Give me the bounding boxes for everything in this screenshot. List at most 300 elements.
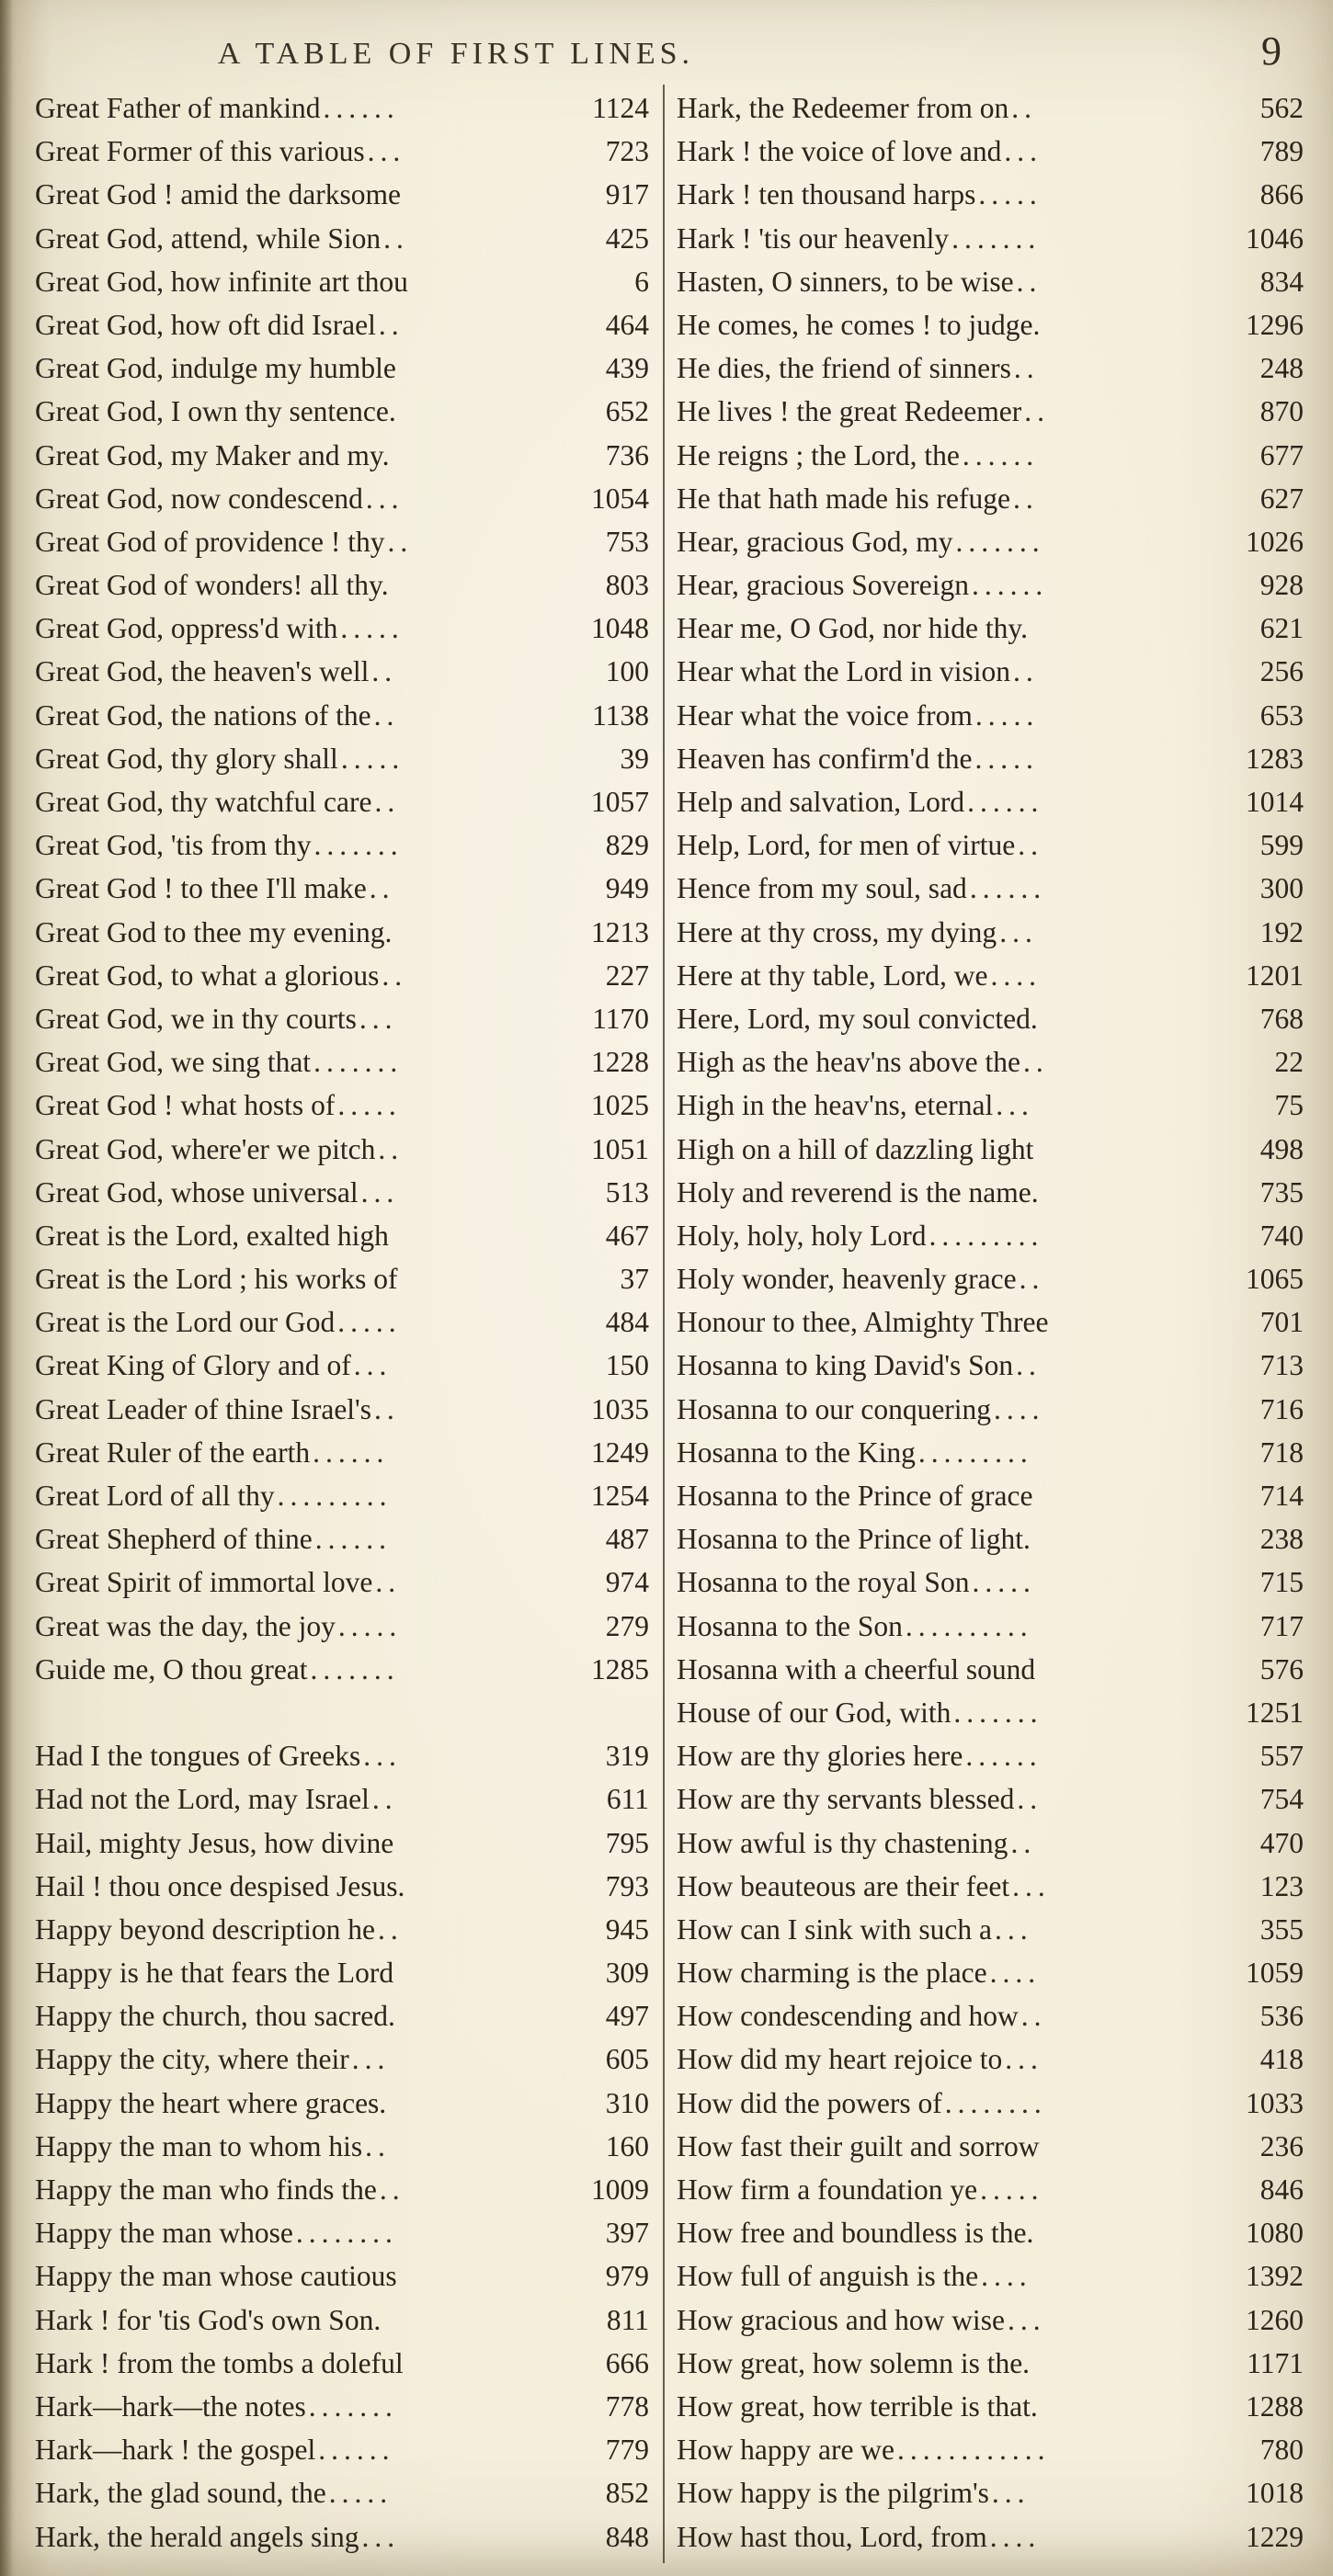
entry-first-line: Great God ! amid the darksome (35, 178, 401, 211)
entry-dot-leader: ..... (978, 178, 1042, 211)
entry-dot-leader: .. (1017, 1783, 1043, 1816)
index-entry (677, 780, 1304, 823)
column-gap (35, 1691, 649, 1734)
entry-first-line: How beauteous are their feet (677, 1869, 1010, 1902)
entry-page-number: 1138 (592, 698, 649, 732)
index-entry (677, 650, 1304, 693)
entry-first-line: How great, how solemn is the. (677, 2346, 1031, 2379)
entry-first-line: Holy wonder, heavenly grace (677, 1263, 1017, 1296)
index-entry (35, 2471, 649, 2514)
index-entry (35, 390, 649, 433)
entry-page-number: 723 (605, 135, 649, 168)
entry-dot-leader: .. (371, 655, 398, 688)
index-entry (677, 1517, 1304, 1560)
entry-first-line: Great God, thy watchful care (35, 786, 372, 818)
index-entry (677, 1431, 1304, 1474)
index-entry (35, 303, 649, 346)
entry-first-line: Here at thy table, Lord, we (677, 959, 988, 992)
entry-page-number: 470 (1259, 1826, 1304, 1859)
entry-page-number: 677 (1259, 438, 1304, 471)
entry-first-line: He dies, the friend of sinners (677, 352, 1011, 385)
index-entry (677, 694, 1304, 737)
entry-page-number: 497 (605, 2000, 649, 2033)
entry-page-number: 718 (1259, 1436, 1304, 1469)
entry-dot-leader: ..... (972, 1566, 1036, 1599)
entry-page-number: 418 (1259, 2043, 1304, 2076)
entry-dot-leader: .... (990, 959, 1042, 992)
index-entry (35, 1994, 649, 2037)
entry-first-line: Great God to thee my evening. (35, 915, 393, 948)
entry-page-number: 803 (605, 569, 649, 602)
entry-dot-leader: ..... (337, 1306, 402, 1339)
entry-first-line: Honour to thee, Almighty Three (677, 1306, 1049, 1339)
index-entry (35, 1648, 649, 1691)
entry-dot-leader: ..... (974, 698, 1040, 732)
index-entry (677, 434, 1304, 477)
entry-first-line: Great Lord of all thy (35, 1480, 275, 1512)
index-entry (677, 1084, 1304, 1127)
entry-page-number: 487 (605, 1523, 649, 1556)
entry-dot-leader: ...... (972, 569, 1049, 602)
page-gutter-shadow (0, 0, 13, 2576)
index-entry (35, 1344, 649, 1387)
index-entry (35, 173, 649, 216)
entry-first-line: Great God of providence ! thy (35, 525, 385, 558)
page-title: A TABLE OF FIRST LINES. (217, 37, 695, 71)
entry-page-number: 1059 (1246, 1957, 1304, 1990)
index-entry (677, 1865, 1304, 1908)
entry-page-number: 1051 (591, 1132, 649, 1165)
entry-first-line: Great God of wonders! all thy. (35, 569, 389, 602)
entry-page-number: 309 (605, 1957, 649, 1990)
entry-page-number: 789 (1259, 135, 1304, 168)
index-entry (35, 1431, 649, 1474)
entry-page-number: 949 (605, 872, 649, 905)
entry-dot-leader: ... (999, 915, 1038, 948)
entry-first-line: Great God, the nations of the (35, 698, 371, 732)
entry-first-line: How full of anguish is the (677, 2260, 979, 2293)
entry-dot-leader: ...... (314, 1523, 393, 1556)
entry-first-line: Great God, now condescend (35, 482, 363, 515)
entry-first-line: Hosanna to the Prince of grace (677, 1480, 1033, 1512)
entry-first-line: Hosanna with a cheerful sound (677, 1652, 1036, 1685)
entry-page-number: 666 (605, 2346, 649, 2379)
entry-page-number: 1009 (591, 2173, 649, 2206)
index-entry (677, 1344, 1304, 1387)
entry-page-number: 1054 (591, 482, 649, 515)
entry-page-number: 1296 (1246, 308, 1304, 341)
entry-first-line: He lives ! the great Redeemer (677, 395, 1022, 428)
entry-page-number: 238 (1259, 1523, 1304, 1556)
entry-first-line: Hear me, O God, nor hide thy. (677, 612, 1028, 645)
entry-first-line: He that hath made his refuge (677, 482, 1010, 515)
entry-first-line: He comes, he comes ! to judge. (677, 308, 1041, 341)
entry-page-number: 498 (1259, 1132, 1304, 1165)
entry-first-line: Hark, the glad sound, the (35, 2477, 326, 2510)
index-entry (35, 2342, 649, 2385)
index-entry (35, 1951, 649, 1994)
entry-dot-leader: ....... (955, 525, 1045, 558)
entry-dot-leader: .. (378, 1132, 404, 1165)
entry-page-number: 1170 (592, 1002, 649, 1035)
entry-page-number: 1285 (591, 1652, 649, 1685)
index-entry (677, 1474, 1304, 1517)
entry-first-line: Great Former of this various (35, 135, 365, 168)
entry-dot-leader: ... (351, 2043, 391, 2076)
entry-dot-leader: ........ (944, 2086, 1047, 2119)
index-entry (677, 2254, 1304, 2298)
index-entry (677, 1821, 1304, 1865)
entry-first-line: Heaven has confirm'd the (677, 742, 973, 775)
entry-first-line: Had I the tongues of Greeks (35, 1740, 361, 1773)
index-entry (35, 1388, 649, 1431)
index-entry (35, 1908, 649, 1951)
index-entry (677, 2428, 1304, 2471)
entry-dot-leader: ... (991, 2477, 1031, 2510)
entry-first-line: Great God ! what hosts of (35, 1089, 336, 1122)
entry-first-line: How can I sink with such a (677, 1912, 992, 1946)
index-entry (677, 2211, 1304, 2254)
entry-page-number: 1251 (1246, 1696, 1304, 1729)
index-entry (677, 1605, 1304, 1648)
entry-first-line: Help and salvation, Lord (677, 786, 965, 818)
entry-dot-leader: .. (379, 2173, 405, 2206)
entry-page-number: 6 (634, 265, 649, 298)
entry-dot-leader: ......... (277, 1480, 393, 1512)
index-entry (35, 1084, 649, 1127)
index-entry (677, 477, 1304, 520)
entry-first-line: Hear, gracious God, my (677, 525, 953, 558)
entry-page-number: 735 (1259, 1175, 1304, 1209)
index-entry (677, 867, 1304, 910)
entry-first-line: Great is the Lord our God (35, 1306, 336, 1339)
index-entry (35, 1300, 649, 1344)
entry-dot-leader: ...... (313, 1436, 390, 1469)
index-entry (677, 260, 1304, 303)
entry-page-number: 713 (1259, 1349, 1304, 1382)
entry-first-line: Great God, thy glory shall (35, 742, 338, 775)
entry-dot-leader: ....... (308, 2389, 398, 2423)
entry-page-number: 736 (605, 438, 649, 471)
entry-first-line: Great God, whose universal (35, 1175, 359, 1209)
entry-page-number: 1228 (591, 1046, 649, 1079)
entry-dot-leader: ............ (897, 2434, 1051, 2467)
entry-first-line: Hark, the Redeemer from on (677, 92, 1009, 124)
index-entry (677, 1128, 1304, 1171)
entry-first-line: How gracious and how wise (677, 2303, 1005, 2336)
entry-dot-leader: .. (365, 2129, 391, 2162)
entry-page-number: 778 (605, 2389, 649, 2423)
entry-dot-leader: ... (367, 135, 406, 168)
entry-page-number: 1229 (1246, 2520, 1304, 2553)
entry-page-number: 852 (605, 2477, 649, 2510)
entry-page-number: 599 (1259, 829, 1304, 862)
entry-dot-leader: .. (1020, 2000, 1047, 2033)
entry-dot-leader: .... (994, 1392, 1045, 1425)
entry-first-line: Happy the man to whom his (35, 2129, 363, 2162)
index-entry (35, 434, 649, 477)
entry-page-number: 439 (605, 352, 649, 385)
entry-dot-leader: ..... (337, 1609, 403, 1642)
entry-dot-leader: ..... (340, 612, 404, 645)
entry-first-line: Hence from my soul, sad (677, 872, 967, 905)
index-entry (35, 2428, 649, 2471)
index-entry (35, 1734, 649, 1777)
entry-page-number: 848 (605, 2520, 649, 2553)
entry-page-number: 846 (1259, 2173, 1304, 2206)
entry-page-number: 917 (605, 178, 649, 211)
index-entry (35, 2037, 649, 2081)
index-entry (35, 997, 649, 1040)
entry-dot-leader: .. (373, 698, 400, 732)
index-entry (677, 130, 1304, 173)
entry-page-number: 310 (605, 2086, 649, 2119)
entry-first-line: Great God, my Maker and my. (35, 438, 390, 471)
entry-page-number: 1260 (1246, 2303, 1304, 2336)
entry-dot-leader: .. (378, 308, 404, 341)
entry-dot-leader: .. (1024, 395, 1050, 428)
index-entry (35, 86, 649, 130)
index-entry (677, 2342, 1304, 2385)
entry-first-line: Great God ! to thee I'll make (35, 872, 367, 905)
entry-dot-leader: ... (360, 1175, 400, 1209)
index-entry (677, 1171, 1304, 1214)
index-entry (35, 1214, 649, 1257)
entry-dot-leader: .. (1016, 1349, 1042, 1382)
index-entry (677, 737, 1304, 780)
entry-first-line: How great, how terrible is that. (677, 2389, 1038, 2423)
entry-first-line: Great God, we in thy courts (35, 1002, 357, 1035)
entry-dot-leader: .. (374, 786, 401, 818)
index-entry (677, 303, 1304, 346)
entry-first-line: Hosanna to the King (677, 1436, 916, 1469)
index-entry (677, 2515, 1304, 2559)
right-column (677, 86, 1304, 2563)
entry-first-line: Holy, holy, holy Lord (677, 1219, 927, 1252)
entry-page-number: 1392 (1246, 2260, 1304, 2293)
entry-first-line: Great God, I own thy sentence. (35, 395, 396, 428)
index-entry (677, 1734, 1304, 1777)
entry-page-number: 945 (605, 1912, 649, 1946)
index-entry (35, 477, 649, 520)
entry-first-line: Hosanna to the royal Son (677, 1566, 970, 1599)
entry-page-number: 979 (605, 2260, 649, 2293)
entry-dot-leader: ...... (323, 92, 400, 124)
entry-dot-leader: ..... (340, 742, 405, 775)
entry-page-number: 467 (605, 1219, 649, 1252)
entry-dot-leader: .. (1010, 1826, 1037, 1859)
entry-page-number: 150 (605, 1349, 649, 1382)
entry-page-number: 1065 (1246, 1263, 1304, 1296)
entry-page-number: 1254 (591, 1480, 649, 1512)
index-entry (35, 1560, 649, 1604)
index-entry (677, 1648, 1304, 1691)
entry-first-line: Great God, 'tis from thy (35, 829, 312, 862)
index-entry (677, 1214, 1304, 1257)
entry-first-line: He reigns ; the Lord, the (677, 438, 960, 471)
index-entry (677, 1040, 1304, 1084)
index-entry (35, 2125, 649, 2168)
index-entry (35, 1865, 649, 1908)
entry-first-line: Hosanna to the Prince of light. (677, 1523, 1031, 1556)
entry-dot-leader: ... (361, 2520, 401, 2553)
entry-page-number: 1201 (1246, 959, 1304, 992)
entry-page-number: 779 (605, 2434, 649, 2467)
entry-page-number: 627 (1259, 482, 1304, 515)
entry-dot-leader: ....... (313, 829, 404, 862)
entry-page-number: 768 (1259, 1002, 1304, 1035)
index-entry (677, 1257, 1304, 1300)
entry-dot-leader: ....... (310, 1652, 400, 1685)
entry-dot-leader: .. (387, 525, 414, 558)
entry-dot-leader: ... (1007, 2303, 1046, 2336)
entry-page-number: 834 (1259, 265, 1304, 298)
entry-dot-leader: ..... (980, 2173, 1044, 2206)
entry-page-number: 974 (605, 1566, 649, 1599)
index-entry (677, 2037, 1304, 2081)
index-entry (35, 737, 649, 780)
entry-first-line: Happy the man whose cautious (35, 2260, 397, 2293)
entry-first-line: Great was the day, the joy (35, 1609, 336, 1642)
index-entry (35, 1821, 649, 1865)
entry-dot-leader: ... (365, 482, 404, 515)
entry-first-line: How awful is thy chastening (677, 1826, 1008, 1859)
entry-first-line: How condescending and how (677, 2000, 1019, 2033)
entry-first-line: Great God, how infinite art thou (35, 265, 408, 298)
index-entry (35, 2211, 649, 2254)
entry-first-line: How happy are we (677, 2434, 895, 2467)
entry-page-number: 605 (605, 2043, 649, 2076)
entry-first-line: Great God, indulge my humble (35, 352, 396, 385)
index-entry (35, 607, 649, 650)
entry-first-line: House of our God, with (677, 1696, 951, 1729)
entry-first-line: Great God, to what a glorious (35, 959, 380, 992)
index-entry (35, 1257, 649, 1300)
entry-page-number: 811 (606, 2303, 649, 2336)
entry-page-number: 1025 (591, 1089, 649, 1122)
entry-page-number: 1124 (592, 92, 649, 124)
entry-dot-leader: ... (359, 1002, 398, 1035)
entry-page-number: 1249 (591, 1436, 649, 1469)
entry-dot-leader: .... (989, 2520, 1042, 2553)
entry-first-line: High in the heav'ns, eternal (677, 1089, 994, 1122)
index-entry (677, 217, 1304, 260)
entry-page-number: 355 (1259, 1912, 1304, 1946)
entry-page-number: 1171 (1247, 2346, 1304, 2379)
entry-dot-leader: .... (989, 1957, 1042, 1990)
index-entry (35, 2385, 649, 2428)
entry-page-number: 793 (605, 1869, 649, 1902)
entry-page-number: 753 (605, 525, 649, 558)
entry-first-line: Hear, gracious Sovereign (677, 569, 969, 602)
entry-page-number: 653 (1259, 698, 1304, 732)
entry-page-number: 621 (1259, 612, 1304, 645)
entry-page-number: 870 (1259, 395, 1304, 428)
entry-dot-leader: .. (1016, 265, 1042, 298)
entry-page-number: 1288 (1246, 2389, 1304, 2423)
entry-page-number: 1057 (591, 786, 649, 818)
entry-page-number: 562 (1259, 92, 1304, 124)
index-entry (35, 823, 649, 867)
entry-first-line: Hosanna to the Son (677, 1609, 903, 1642)
entry-first-line: How fast their guilt and sorrow (677, 2129, 1040, 2162)
index-entry (35, 1040, 649, 1084)
entry-page-number: 227 (605, 959, 649, 992)
index-entry (677, 520, 1304, 563)
entry-page-number: 1213 (591, 915, 649, 948)
entry-page-number: 513 (605, 1175, 649, 1209)
entry-first-line: Hark ! ten thousand harps (677, 178, 976, 211)
entry-page-number: 1080 (1246, 2217, 1304, 2250)
entry-first-line: Great Father of mankind (35, 92, 321, 124)
entry-dot-leader: ....... (953, 1696, 1043, 1729)
entry-first-line: High on a hill of dazzling light (677, 1132, 1034, 1165)
entry-page-number: 425 (605, 221, 649, 255)
entry-page-number: 795 (605, 1826, 649, 1859)
index-entry (35, 217, 649, 260)
entry-first-line: How hast thou, Lord, from (677, 2520, 987, 2553)
page-number: 9 (1261, 28, 1282, 74)
entry-dot-leader: ...... (969, 872, 1047, 905)
index-entry (35, 130, 649, 173)
column-divider (663, 85, 665, 2563)
entry-page-number: 780 (1259, 2434, 1304, 2467)
index-entry (35, 1171, 649, 1214)
index-entry (35, 1517, 649, 1560)
entry-first-line: Great is the Lord, exalted high (35, 1219, 389, 1252)
entry-page-number: 123 (1259, 1869, 1304, 1902)
entry-dot-leader: ...... (967, 786, 1044, 818)
entry-dot-leader: .. (371, 1783, 398, 1816)
index-entry (35, 911, 649, 954)
index-entry (677, 1994, 1304, 2037)
entry-first-line: Hark ! from the tombs a doleful (35, 2346, 404, 2379)
index-entry (35, 2082, 649, 2125)
entry-first-line: Happy the man whose (35, 2217, 293, 2250)
entry-first-line: Happy the city, where their (35, 2043, 349, 2076)
index-entry (677, 390, 1304, 433)
entry-first-line: Great Ruler of the earth (35, 1436, 311, 1469)
index-entry (35, 867, 649, 910)
entry-page-number: 829 (605, 829, 649, 862)
entry-first-line: Hear what the Lord in vision (677, 655, 1011, 688)
index-entry (677, 1388, 1304, 1431)
index-entry (677, 563, 1304, 607)
index-entry (677, 2298, 1304, 2342)
entry-first-line: Happy the heart where graces. (35, 2086, 387, 2119)
entry-first-line: Hear what the voice from (677, 698, 973, 732)
entry-first-line: How happy is the pilgrim's (677, 2477, 989, 2510)
entry-dot-leader: .. (1013, 482, 1039, 515)
entry-dot-leader: .. (1018, 829, 1044, 862)
entry-dot-leader: .. (369, 872, 395, 905)
entry-dot-leader: ..... (328, 2477, 393, 2510)
entry-page-number: 866 (1259, 178, 1304, 211)
entry-page-number: 1018 (1246, 2477, 1304, 2510)
index-entry (677, 2125, 1304, 2168)
entry-first-line: Great Leader of thine Israel's (35, 1392, 371, 1425)
entry-dot-leader: .. (375, 1566, 402, 1599)
entry-first-line: How are thy glories here (677, 1740, 963, 1773)
entry-first-line: Great God, we sing that (35, 1046, 312, 1079)
entry-first-line: Hark ! 'tis our heavenly (677, 221, 950, 255)
index-entry (35, 1605, 649, 1648)
index-entry (35, 954, 649, 997)
entry-first-line: How firm a foundation ye (677, 2173, 978, 2206)
entry-first-line: Hasten, O sinners, to be wise (677, 265, 1014, 298)
entry-first-line: Here at thy cross, my dying (677, 915, 997, 948)
entry-page-number: 1035 (591, 1392, 649, 1425)
